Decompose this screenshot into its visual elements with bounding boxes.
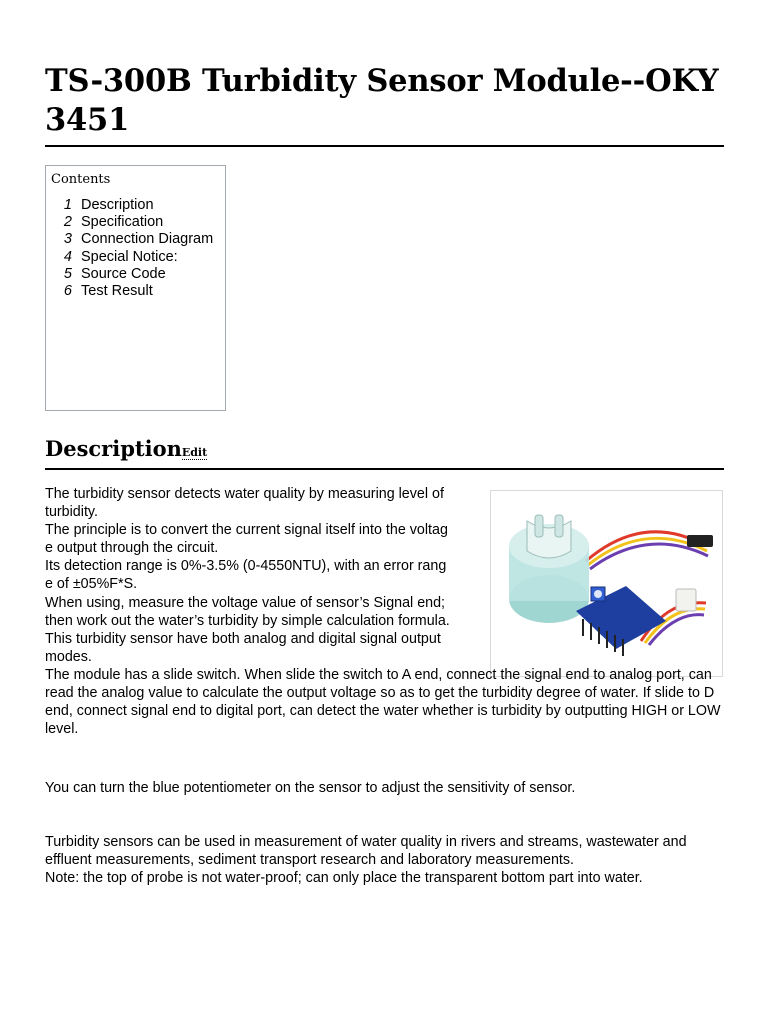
description-line: Its detection range is 0%-3.5% (0-4550NTU), with an error rang [45,558,447,575]
description-body [45,485,724,738]
description-line: When using, measure the voltage value of sensor’s Signal end; [45,594,446,611]
edit-link[interactable]: Edit [181,446,208,459]
description-line: modes. [45,648,92,665]
description-line: turbidity. [45,504,98,521]
section-heading-description: DescriptionEdit [45,436,208,461]
toc-item-special-notice[interactable]: 4 Special Notice: [63,248,178,265]
toc-item-description[interactable]: 1 Description [63,197,154,213]
applications-block [45,833,724,887]
description-line: This turbidity sensor have both analog and digital signal output [45,630,441,647]
description-line: then work out the water’s turbidity by simple calculation formula. [45,612,450,629]
title-divider [45,145,724,147]
toc-item-connection-diagram[interactable]: 3 Connection Diagram [63,231,214,248]
description-line: e of ±05%F*S. [45,576,138,593]
page-title: TS-300B Turbidity Sensor Module--OKY3451 [45,63,719,138]
table-of-contents [45,165,226,411]
section-divider [45,468,724,470]
toc-item-source-code[interactable]: 5 Source Code [63,265,166,282]
toc-list [46,197,213,300]
toc-item-test-result[interactable]: 6 Test Result [63,282,153,299]
switch-paragraph: The module has a slide switch. When slide the switch to A end, connect the signal end to analog port, can read the analog value to calculate the output voltage so as to get the turbidity degree of water. If slide to D end, connect signal end to digital port, can detect the water whether is turbidity by outputting HIGH or LOW level. [45,666,721,738]
description-line: e output through the circuit. [45,540,219,557]
description-line: The turbidity sensor detects water quality by measuring level of [45,486,444,502]
note-paragraph: Note: the top of probe is not water-proof; can only place the transparent bottom part into water. [45,870,643,887]
toc-item-specification[interactable]: 2 Specification [63,214,164,231]
toc-title: Contents [51,172,111,187]
potentiometer-paragraph: You can turn the blue potentiometer on the sensor to adjust the sensitivity of sensor. [45,780,576,796]
description-line: The principle is to convert the current signal itself into the voltag [45,522,448,539]
applications-paragraph: Turbidity sensors can be used in measurement of water quality in rivers and streams, wastewater and effluent measurements, sediment transport research and laboratory measurements. [45,834,687,869]
